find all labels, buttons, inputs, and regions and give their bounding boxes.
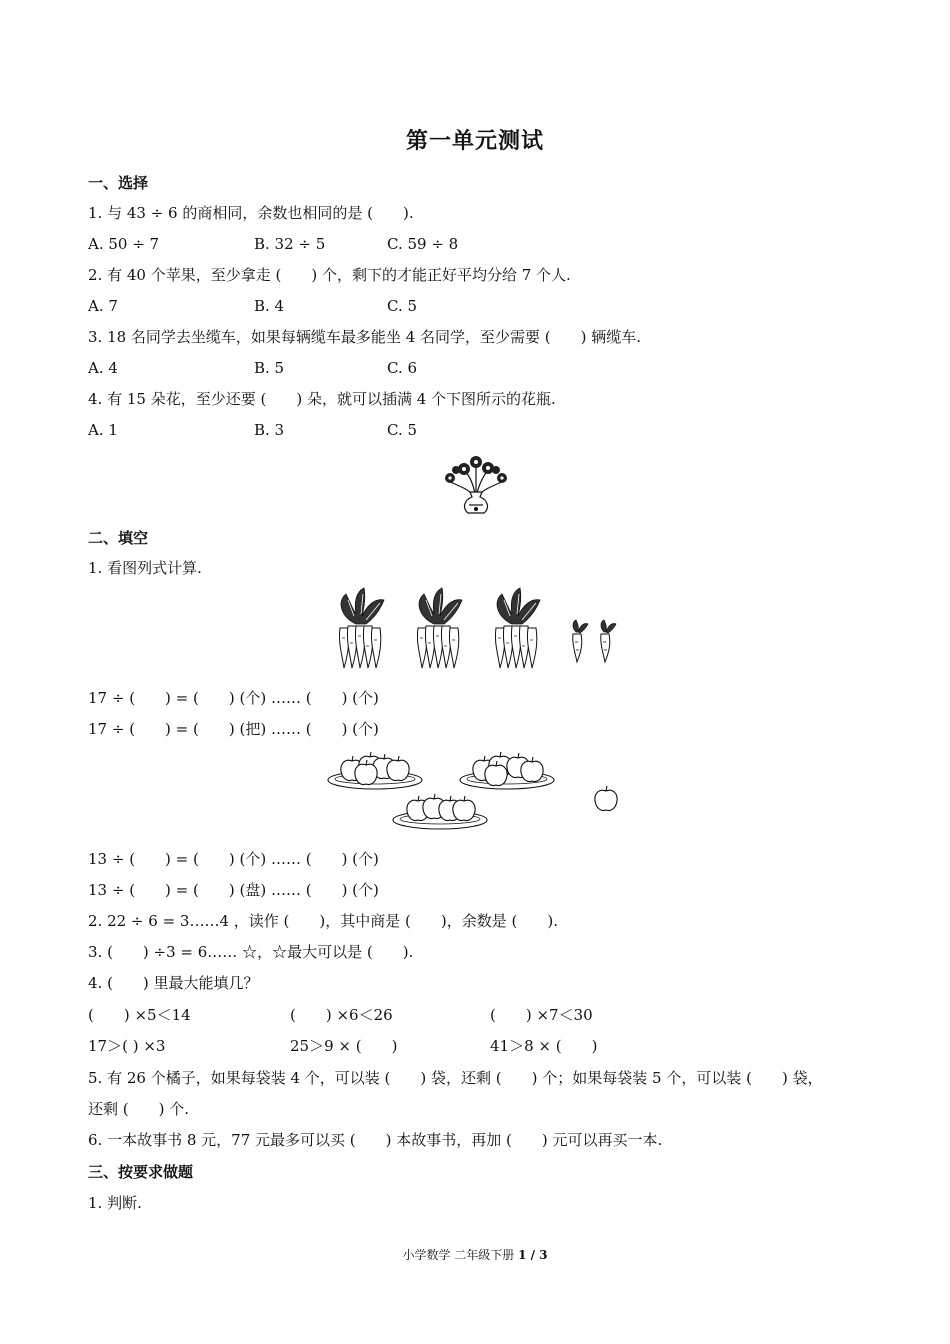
page-title: 第一单元测试 [405, 129, 544, 154]
fill-q4-item-1: ( ) ×5＜14 [88, 1006, 191, 1024]
footer-text: 小学数学 二年级下册 [402, 1248, 519, 1262]
choice-2-option-b: B. 4 [254, 297, 285, 315]
fill-apple-row-1: 13 ÷ ( ) = ( ) (个) …… ( ) (个) [88, 850, 379, 868]
choice-1-option-a: A. 50 ÷ 7 [88, 235, 160, 253]
page-footer [0, 1246, 950, 1263]
section-heading-tasks: 三、按要求做题 [88, 1163, 194, 1181]
choice-question-2: 2. 有 40 个苹果，至少拿走 ( ) 个，剩下的才能正好平均分给 7 个人. [88, 266, 571, 284]
fill-question-1: 1. 看图列式计算. [88, 559, 202, 577]
fill-radish-row-2: 17 ÷ ( ) = ( ) (把) …… ( ) (个) [88, 720, 379, 738]
page-number: 1 / 3 [518, 1248, 548, 1262]
section-heading-fill: 二、填空 [88, 529, 149, 547]
choice-3-option-c: C. 6 [387, 359, 418, 377]
choice-4-option-b: B. 3 [254, 421, 285, 439]
radish-bunches-image [330, 588, 626, 670]
fill-question-6: 6. 一本故事书 8 元，77 元最多可以买 ( ) 本故事书，再加 ( ) 元可以再买一本. [88, 1131, 663, 1149]
choice-question-1: 1. 与 43 ÷ 6 的商相同，余数也相同的是 ( ). [88, 204, 414, 222]
fill-q4-item-6: 41＞8 × ( ) [490, 1037, 598, 1055]
apple-plates-image [328, 750, 628, 836]
choice-question-4: 4. 有 15 朵花，至少还要 ( ) 朵，就可以插满 4 个下图所示的花瓶. [88, 390, 556, 408]
task-question-1: 1. 判断. [88, 1194, 142, 1212]
fill-q4-item-3: ( ) ×7＜30 [490, 1006, 593, 1024]
fill-question-5-line-1: 5. 有 26 个橘子，如果每袋装 4 个，可以装 ( ) 袋，还剩 ( ) 个；如果每袋装 5 个，可以装 ( ) 袋， [88, 1069, 823, 1087]
fill-q4-item-5: 25＞9 × ( ) [290, 1037, 398, 1055]
fill-question-5-line-2: 还剩 ( ) 个. [88, 1100, 190, 1118]
fill-q4-item-2: ( ) ×6＜26 [290, 1006, 393, 1024]
choice-3-option-b: B. 5 [254, 359, 285, 377]
choice-3-option-a: A. 4 [88, 359, 118, 377]
fill-q4-item-4: 17＞( ) ×3 [88, 1037, 166, 1055]
fill-apple-row-2: 13 ÷ ( ) = ( ) (盘) …… ( ) (个) [88, 881, 379, 899]
choice-question-3: 3. 18 名同学去坐缆车，如果每辆缆车最多能坐 4 名同学，至少需要 ( ) 辆缆车. [88, 328, 642, 346]
choice-2-option-a: A. 7 [88, 297, 118, 315]
choice-4-option-a: A. 1 [88, 421, 118, 439]
flower-vase-image [436, 450, 516, 516]
choice-1-option-b: B. 32 ÷ 5 [254, 235, 326, 253]
choice-4-option-c: C. 5 [387, 421, 418, 439]
fill-question-3: 3. ( ) ÷3 = 6…… ☆，☆最大可以是 ( ). [88, 943, 414, 961]
section-heading-choice: 一、选择 [88, 174, 149, 192]
fill-radish-row-1: 17 ÷ ( ) = ( ) (个) …… ( ) (个) [88, 689, 379, 707]
fill-question-4: 4. ( ) 里最大能填几？ [88, 974, 259, 992]
fill-question-2: 2. 22 ÷ 6 = 3……4 ，读作 ( )，其中商是 ( )，余数是 ( ). [88, 912, 558, 930]
choice-2-option-c: C. 5 [387, 297, 418, 315]
choice-1-option-c: C. 59 ÷ 8 [387, 235, 459, 253]
